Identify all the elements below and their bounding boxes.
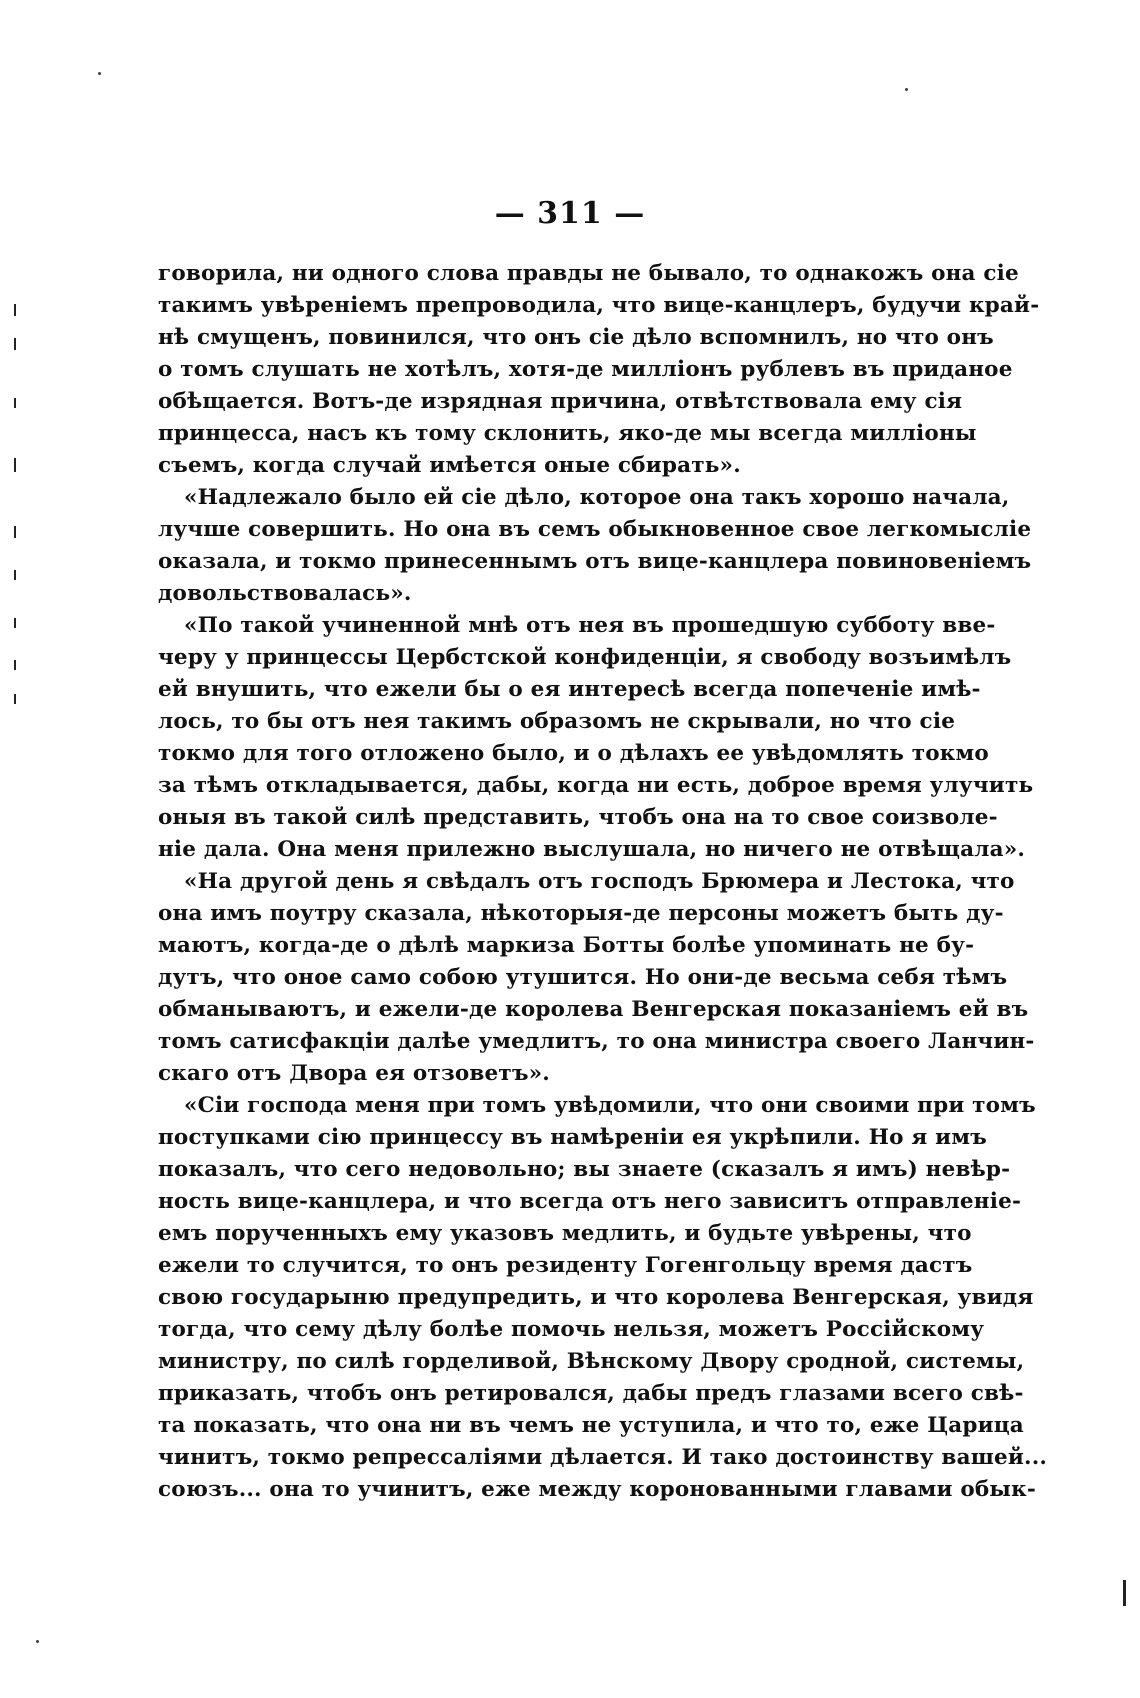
text-line: скаго отъ Двора ея отзоветъ». bbox=[158, 1061, 550, 1086]
margin-marks bbox=[10, 290, 24, 710]
text-line: черу у принцессы Цербстской конфиденціи, я свободу возъимѣлъ bbox=[158, 645, 1012, 670]
text-line: союзъ... она то учинитъ, еже между коронованными главами обык- bbox=[158, 1477, 1037, 1502]
text-line: за тѣмъ откладывается, дабы, когда ни есть, доброе время улучить bbox=[158, 773, 1034, 798]
body-text bbox=[158, 258, 1048, 1506]
text-line: поступками сію принцессу въ намѣреніи ея укрѣпили. Но я имъ bbox=[158, 1125, 987, 1150]
text-line: о томъ слушать не хотѣлъ, хотя-де милліонъ рублевъ въ приданое bbox=[158, 357, 1013, 382]
text-line: говорила, ни одного слова правды не бывало, то однакожъ она сіе bbox=[158, 261, 1019, 286]
margin-mark bbox=[14, 618, 16, 628]
text-line: «На другой день я свѣдалъ отъ господъ Брюмера и Лестока, что bbox=[184, 869, 1015, 894]
text-line: приказать, чтобъ онъ ретировался, дабы предъ глазами всего свѣ- bbox=[158, 1381, 1024, 1406]
text-line: оныя въ такой силѣ представить, чтобъ она на то свое соизволе- bbox=[158, 805, 998, 830]
text-line: она имъ поутру сказала, нѣкоторыя-де персоны можетъ быть ду- bbox=[158, 901, 1004, 926]
paper-speck bbox=[905, 88, 908, 91]
text-line: съемъ, когда случай имѣется оные сбирать». bbox=[158, 453, 741, 478]
text-line: довольствовалась». bbox=[158, 581, 412, 606]
paragraph-2 bbox=[158, 482, 1032, 610]
text-line: ность вице-канцлера, и что всегда отъ него зависитъ отправленіе- bbox=[158, 1189, 1022, 1214]
text-line: ей внушить, что ежели бы о ея интересѣ всегда попеченіе имѣ- bbox=[158, 677, 981, 702]
text-line: принцесса, насъ къ тому склонить, яко-де мы всегда милліоны bbox=[158, 421, 977, 446]
text-line: показалъ, что сего недовольно; вы знаете (сказалъ я имъ) невѣр- bbox=[158, 1157, 1011, 1182]
text-line: «Надлежало было ей сіе дѣло, которое она такъ хорошо начала, bbox=[184, 485, 1010, 510]
text-line: томъ сатисфакціи далѣе умедлитъ, то она министра своего Ланчин- bbox=[158, 1029, 1035, 1054]
text-line: лось, то бы отъ нея такимъ образомъ не скрывали, но что сіе bbox=[158, 709, 956, 734]
margin-mark bbox=[14, 526, 16, 538]
text-line: министру, по силѣ горделивой, Вѣнскому Двору сродной, системы, bbox=[158, 1349, 1025, 1374]
paper-speck bbox=[98, 72, 101, 75]
text-line: лучше совершить. Но она въ семъ обыкновенное свое легкомысліе bbox=[158, 517, 1032, 542]
text-line: «По такой учиненной мнѣ отъ нея въ прошедшую субботу вве- bbox=[184, 613, 996, 638]
text-line: емъ порученныхъ ему указовъ медлить, и будьте увѣрены, что bbox=[158, 1221, 972, 1246]
text-line: такимъ увѣреніемъ препроводила, что вице-канцлеръ, будучи край- bbox=[158, 293, 1040, 318]
margin-mark bbox=[14, 570, 16, 580]
margin-mark bbox=[14, 338, 16, 350]
margin-mark bbox=[14, 304, 16, 316]
page-number: — 311 — bbox=[494, 196, 646, 231]
text-line: чинитъ, токмо репрессаліями дѣлается. И тако достоинству вашей... bbox=[158, 1445, 1048, 1470]
text-line: та показать, что она ни въ чемъ не уступила, и что то, еже Царица bbox=[158, 1413, 1024, 1438]
text-line: дутъ, что оное само собою утушится. Но они-де весьма себя тѣмъ bbox=[158, 965, 1008, 990]
text-line: ніе дала. Она меня прилежно выслушала, но ничего не отвѣщала». bbox=[158, 837, 1026, 862]
text-line: свою государыню предупредить, и что королева Венгерская, увидя bbox=[158, 1285, 1034, 1310]
edge-mark bbox=[1123, 1580, 1126, 1606]
margin-mark bbox=[14, 694, 16, 704]
text-line: оказала, и токмо принесеннымъ отъ вице-канцлера повиновеніемъ bbox=[158, 549, 1032, 574]
text-line: обѣщается. Вотъ-де изрядная причина, отвѣтствовала ему сія bbox=[158, 389, 963, 414]
text-line: «Сіи господа меня при томъ увѣдомили, что они своими при томъ bbox=[184, 1093, 1036, 1118]
text-line: токмо для того отложено было, и о дѣлахъ ее увѣдомлять токмо bbox=[158, 741, 989, 766]
paragraph-5 bbox=[158, 1090, 1048, 1506]
text-line: нѣ смущенъ, повинился, что онъ сіе дѣло вспомнилъ, но что онъ bbox=[158, 325, 994, 350]
margin-mark bbox=[14, 458, 16, 472]
text-line: тогда, что сему дѣлу болѣе помочь нельзя, можетъ Россійскому bbox=[158, 1317, 985, 1342]
text-line: маютъ, когда-де о дѣлѣ маркиза Ботты болѣе упоминать не бу- bbox=[158, 933, 975, 958]
margin-mark bbox=[14, 398, 16, 408]
text-line: ежели то случится, то онъ резиденту Гогенгольцу время дастъ bbox=[158, 1253, 973, 1278]
paragraph-4 bbox=[158, 866, 1035, 1090]
margin-mark bbox=[14, 660, 16, 670]
paragraph-1 bbox=[158, 258, 1040, 482]
text-line: обманываютъ, и ежели-де королева Венгерская показаніемъ ей въ bbox=[158, 997, 1029, 1022]
paper-speck bbox=[36, 1640, 39, 1643]
paragraph-3 bbox=[158, 610, 1034, 866]
